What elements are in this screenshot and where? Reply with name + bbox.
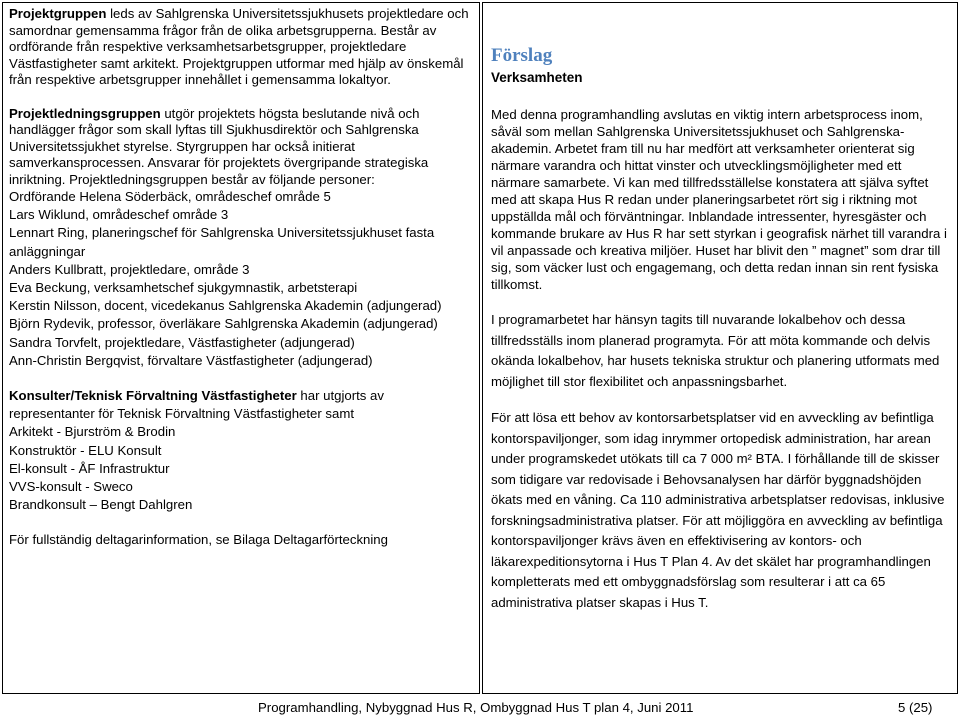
paragraph-1	[491, 106, 949, 293]
closing-line: För fullständig deltagarinformation, se Bilaga Deltagarförteckning	[9, 532, 388, 548]
footer-text: Programhandling, Nybyggnad Hus R, Ombyggnad Hus T plan 4, Juni 2011	[258, 700, 694, 715]
intro-text: leds av Sahlgrenska Universitetssjukhusets projektledare och samordnar gemensamma frågor från de olika arbetsgrupperna. Består av ordförande från respektive verksamhetsarbetsgrupper, projektledare Västfastigheter samt arkitekt.	[9, 6, 469, 71]
paragraph-3: För att lösa ett behov av kontorsarbetsplatser vid en avveckling av befintliga kontorspaviljonger, som idag inrymmer ortopedisk administration, har arean under programskedet utökats till ca 7 000 m² BTA. I förhållande till de skisser som tidigare var redovisade i Behovsanalysen har därför byggnadshöjden ökats med en våning. Ca 110 administrativa arbetsplatser redovisas, inklusive forskningsadministrativa platser. För att möjliggöra en avveckling av befintliga kontorspaviljonger krävs även en effektivisering av kontors- och läkarexpeditionsytorna i Hus T Plan 4. Av det skälet har programhandlingen kompletterats med ett ombyggnadsförslag som resulterar i att ca 65 administrativa platser skapas i Hus T.	[491, 410, 945, 610]
consultant-line: Brandkonsult – Bengt Dahlgren	[9, 497, 193, 513]
member-line: Ann-Christin Bergqvist, förvaltare Västfastigheter (adjungerad)	[9, 352, 373, 368]
intro-text-2: Projektgruppen utformar med hjälp av önskemål från respektive arbetsgrupper innehållet i gemensamma lokaltyor.	[9, 55, 464, 87]
consultant-line: VVS-konsult - Sweco	[9, 479, 133, 495]
left-column	[2, 2, 480, 694]
paragraph-1a: Med denna programhandling avslutas en viktig intern arbetsprocess inom, såväl som mellan Sahlgrenska Universitetssjukhuset och Sahlgrenska-akademin.	[491, 107, 923, 156]
member-line: Lennart Ring, planeringschef för Sahlgrenska Universitetssjukhuset fasta anläggningar	[9, 225, 435, 259]
paragraph-1b: Arbetet fram till nu har medfört att verksamheter orienterat sig närmare varandra och hittat vinster och utvecklingsmöjligheter med ett närmare samarbete. Vi kan med tillfredsställelse konstatera att själva syftet med att skapa Hus R redan under planeringsarbetet rört sig i riktning mot uppställda mål och förväntningar. Inblandade intressenter, hyresgäster och kommande brukare av Hus R har sett styrkan i geografisk närhet till varandra i vil anpassade och kreativa miljöer. Huset har blivit den ” magnet” som drar till sig, som väcker lust och engagemang, och detta redan innan sin rent fysiska tillkomst.	[491, 141, 947, 292]
member-line: Lars Wiklund, områdeschef område 3	[9, 207, 229, 223]
intro-lead: Projektgruppen	[9, 6, 107, 21]
steering-text-2: Projektledningsgruppen består av följande personer:	[65, 171, 375, 187]
member-line: Kerstin Nilsson, docent, vicedekanus Sahlgrenska Akademin (adjungerad)	[9, 298, 442, 314]
page-number: 5 (25)	[898, 700, 933, 715]
page-footer	[0, 698, 960, 718]
member-line: Eva Beckung, verksamhetschef sjukgymnastik, arbetsterapi	[9, 280, 358, 296]
intro-paragraph	[9, 6, 473, 89]
right-column	[482, 2, 958, 694]
consultants-text: har utgjorts av representanter för Teknisk Förvaltning Västfastigheter samt	[9, 388, 384, 422]
member-line: Björn Rydevik, professor, överläkare Sahlgrenska Akademin (adjungerad)	[9, 316, 438, 332]
section-heading: Förslag	[491, 45, 553, 66]
consultants-paragraph	[9, 387, 473, 423]
steering-paragraph	[9, 106, 473, 189]
consultant-line: El-konsult - ÅF Infrastruktur	[9, 460, 170, 476]
steering-lead: Projektledningsgruppen	[9, 105, 161, 121]
consultant-line: Konstruktör - ELU Konsult	[9, 442, 162, 458]
section-subheading: Verksamheten	[491, 70, 583, 85]
steering-text: utgör projektets högsta beslutande nivå och handlägger frågor som skall lyftas till Sjukhusdirektör och Sahlgrenska Universitetssjukhet styrelse. Styrgruppen har också initierat samverkansprocessen. Ansvarar för projektets övergripande strategiska inriktning.	[9, 105, 429, 187]
consultant-line: Arkitekt - Bjurström & Brodin	[9, 424, 176, 440]
member-line: Ordförande Helena Söderbäck, områdeschef område 5	[9, 189, 331, 204]
consultants-lead: Konsulter/Teknisk Förvaltning Västfastigheter	[9, 388, 297, 404]
member-line: Sandra Torvfelt, projektledare, Västfastigheter (adjungerad)	[9, 334, 355, 350]
paragraph-2: I programarbetet har hänsyn tagits till nuvarande lokalbehov och dessa tillfredsställs inom planerad programyta. För att möta kommande och delvis okända lokalbehov, har husets tekniska struktur och planering utformats med möjlighet till stor flexibilitet och anpassningsbarhet.	[491, 312, 940, 389]
member-line: Anders Kullbratt, projektledare, område 3	[9, 261, 250, 277]
